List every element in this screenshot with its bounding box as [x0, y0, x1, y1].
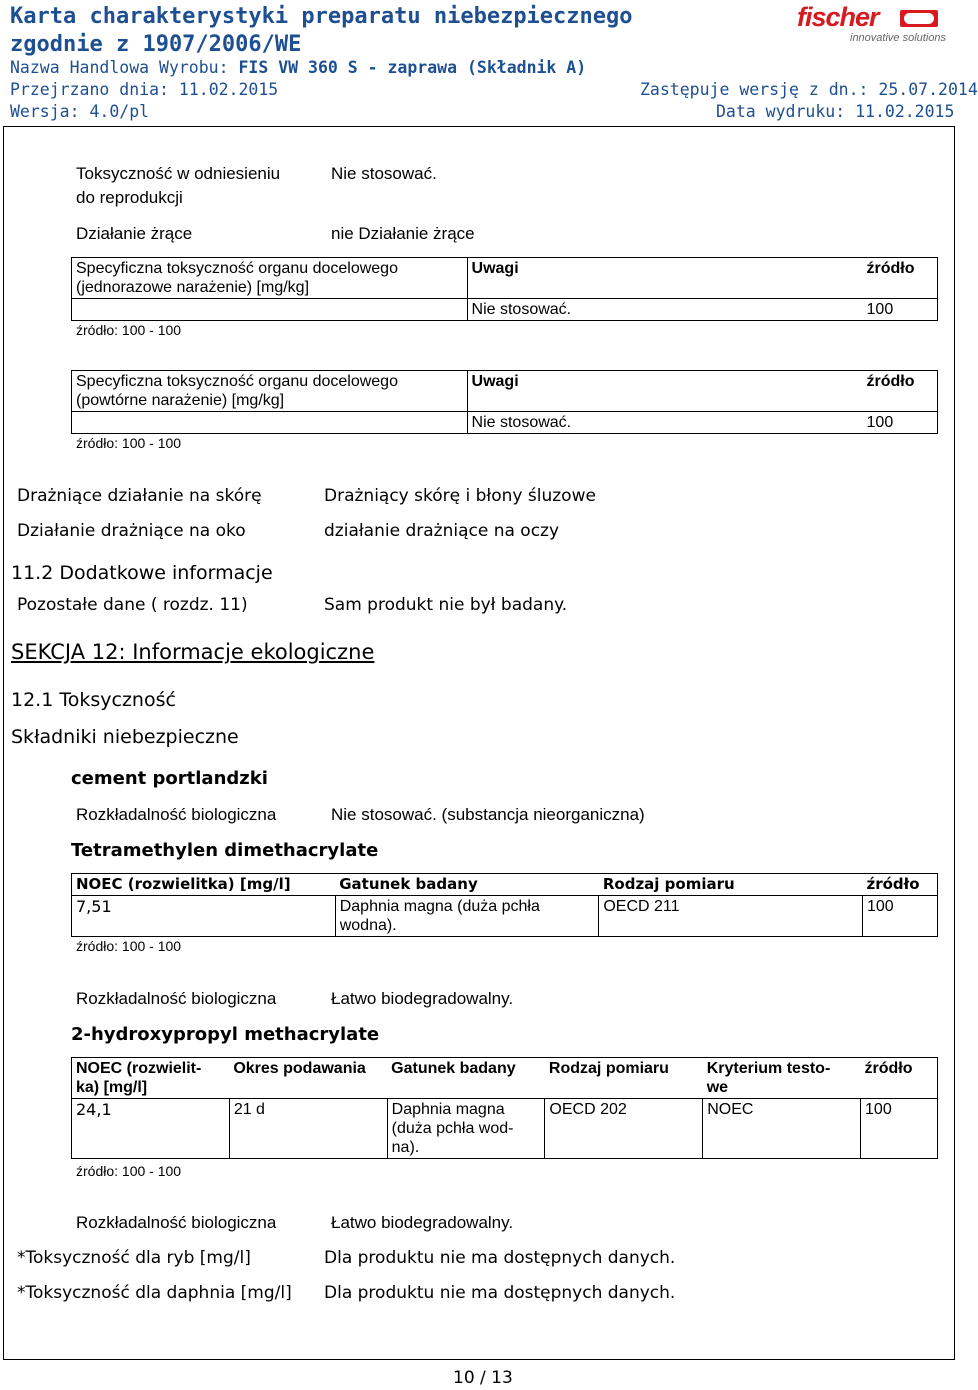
hpma-period: 21 d — [229, 1099, 387, 1159]
table-row — [72, 412, 938, 434]
skin-label: Drażniące działanie na skórę — [17, 486, 262, 506]
col-source: źródło — [863, 371, 938, 412]
table-row — [72, 258, 938, 299]
col-remarks: Uwagi — [467, 258, 862, 299]
hpma-measure: OECD 202 — [545, 1099, 703, 1159]
repro-label-1: Toksyczność w odniesieniu — [76, 164, 281, 183]
fish-tox-value: Dla produktu nie ma dostępnych danych. — [324, 1248, 676, 1268]
tmdma-table — [71, 873, 938, 937]
tmdma-footnote: źródło: 100 - 100 — [76, 938, 182, 954]
col-criterion: Kryterium testo- we — [703, 1058, 861, 1099]
stot-single-empty — [72, 299, 468, 321]
daphnia-tox-label: *Toksyczność dla daphnia [mg/l] — [17, 1283, 292, 1303]
stot-single-remarks: Nie stosować. — [467, 299, 862, 321]
hpma-bio-label: Rozkładalność biologiczna — [76, 1213, 277, 1232]
section-12-1-title: 12.1 Toksyczność — [11, 689, 176, 711]
col-source: źródło — [863, 258, 938, 299]
page-number: 10 / 13 — [453, 1368, 513, 1388]
cement-name: cement portlandzki — [71, 768, 268, 789]
stot-repeat-remarks: Nie stosować. — [467, 412, 863, 434]
table-row — [72, 1099, 938, 1159]
hazardous-components-title: Składniki niebezpieczne — [11, 726, 239, 748]
col-measure: Rodzaj pomiaru — [545, 1058, 703, 1099]
version-label: Wersja: — [10, 102, 80, 121]
stot-single-footnote: źródło: 100 - 100 — [76, 322, 182, 338]
trade-name: FIS VW 360 S - zaprawa (Składnik A) — [238, 58, 587, 77]
replaces-label: Zastępuje wersję z dn.: — [640, 80, 869, 99]
fish-tox-label: *Toksyczność dla ryb [mg/l] — [17, 1248, 251, 1268]
replaces-line — [640, 80, 978, 99]
tmdma-measure: OECD 211 — [599, 896, 863, 937]
col-period: Okres podawania — [229, 1058, 387, 1099]
table-row — [72, 896, 938, 937]
print-label: Data wydruku: — [716, 102, 846, 121]
cement-bio-label: Rozkładalność biologiczna — [76, 805, 277, 824]
section-11-2-title: 11.2 Dodatkowe informacje — [11, 562, 273, 584]
logo-badge-icon — [900, 10, 938, 27]
tmdma-species: Daphnia magna (duża pchła wodna). — [335, 896, 599, 937]
tmdma-name: Tetramethylen dimethacrylate — [71, 840, 379, 861]
repro-label-2: do reprodukcji — [76, 188, 183, 207]
corrosive-label: Działanie żrące — [76, 224, 193, 243]
tmdma-noec: 7,51 — [72, 896, 336, 937]
print-date-line — [716, 102, 954, 121]
table-row — [72, 371, 938, 412]
table-row — [72, 299, 938, 321]
hpma-source: 100 — [861, 1099, 938, 1159]
daphnia-tox-value: Dla produktu nie ma dostępnych danych. — [324, 1283, 676, 1303]
hpma-bio-value: Łatwo biodegradowalny. — [331, 1213, 514, 1232]
revised-label: Przejrzano dnia: — [10, 80, 169, 99]
revised-date: 11.02.2015 — [178, 80, 279, 99]
tmdma-bio-label: Rozkładalność biologiczna — [76, 989, 277, 1008]
tmdma-bio-value: Łatwo biodegradowalny. — [331, 989, 514, 1008]
cement-bio-value: Nie stosować. (substancja nieorganiczna) — [331, 805, 645, 824]
hpma-footnote: źródło: 100 - 100 — [76, 1163, 182, 1179]
col-species: Gatunek badany — [335, 874, 599, 896]
trade-name-line — [10, 58, 586, 77]
stot-repeat-label: Specyficzna toksyczność organu docelowego (powtórne narażenie) [mg/kg] — [72, 371, 468, 412]
stot-single-source: 100 — [863, 299, 938, 321]
col-noec: NOEC (rozwielitka) [mg/l] — [72, 874, 336, 896]
document-title-line2: zgodnie z 1907/2006/WE — [10, 32, 302, 57]
col-source: źródło — [861, 1058, 938, 1099]
logo-tagline: innovative solutions — [850, 32, 947, 44]
hpma-noec: 24,1 — [72, 1099, 230, 1159]
repro-value: Nie stosować. — [331, 164, 437, 183]
other-data-value: Sam produkt nie był badany. — [324, 595, 568, 615]
col-source: źródło — [863, 874, 938, 896]
skin-value: Drażniący skórę i błony śluzowe — [324, 486, 596, 506]
revised-line — [10, 80, 278, 99]
corrosive-value: nie Działanie żrące — [331, 224, 475, 243]
print-date: 11.02.2015 — [855, 102, 955, 121]
stot-repeat-empty — [72, 412, 468, 434]
trade-name-label: Nazwa Handlowa Wyrobu: — [10, 58, 229, 77]
replaces-date: 25.07.2014 — [878, 80, 978, 99]
hpma-criterion: NOEC — [703, 1099, 861, 1159]
table-header-row — [72, 874, 938, 896]
other-data-label: Pozostałe dane ( rozdz. 11) — [17, 595, 248, 615]
col-remarks: Uwagi — [467, 371, 863, 412]
col-measure: Rodzaj pomiaru — [599, 874, 863, 896]
logo-wordmark: fischer — [797, 2, 879, 32]
stot-repeat-source: 100 — [863, 412, 938, 434]
version-value: 4.0/pl — [89, 102, 150, 121]
hpma-table — [71, 1057, 938, 1159]
stot-repeat-table — [71, 370, 938, 434]
eye-value: działanie drażniące na oczy — [324, 521, 560, 541]
stot-single-label: Specyficzna toksyczność organu docelowego (jednorazowe narażenie) [mg/kg] — [72, 258, 468, 299]
col-noec: NOEC (rozwielit- ka) [mg/l] — [72, 1058, 230, 1099]
stot-repeat-footnote: źródło: 100 - 100 — [76, 435, 182, 451]
document-title-line1: Karta charakterystyki preparatu niebezpiecznego — [10, 4, 633, 29]
section-12-title: SEKCJA 12: Informacje ekologiczne — [11, 640, 375, 664]
stot-single-table — [71, 257, 938, 321]
version-line — [10, 102, 149, 121]
table-header-row — [72, 1058, 938, 1099]
tmdma-source: 100 — [863, 896, 938, 937]
hpma-name: 2-hydroxypropyl methacrylate — [71, 1024, 380, 1045]
eye-label: Działanie drażniące na oko — [17, 521, 246, 541]
col-species: Gatunek badany — [387, 1058, 545, 1099]
hpma-species: Daphnia magna (duża pchła wod- na). — [387, 1099, 545, 1159]
